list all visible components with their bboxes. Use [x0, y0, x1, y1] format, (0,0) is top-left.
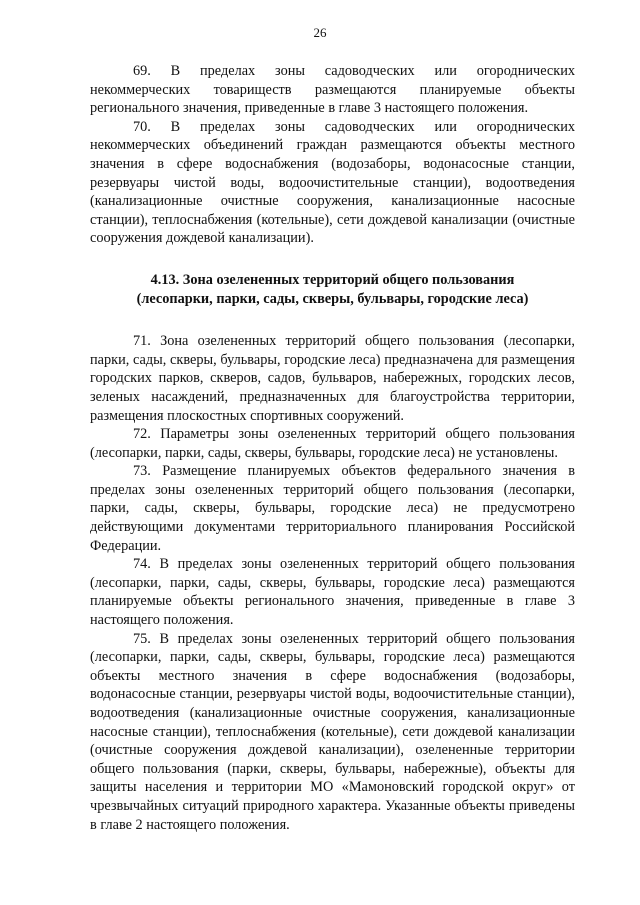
paragraph-71: 71. Зона озелененных территорий общего пользования (лесопарки, парки, сады, скверы, бульвары, городские леса) предназначена для размещения городских парков, скверов, садов, бульваров, набережных, городских лесов, зеленых насаждений, предназначенных для благоустройства территории, размещения плоскостных спортивных сооружений.	[90, 333, 575, 424]
page-number: 26	[313, 25, 327, 40]
document-body	[90, 62, 575, 834]
section-heading-line-2: (лесопарки, парки, сады, скверы, бульвары, городские леса)	[136, 290, 529, 307]
paragraph-75: 75. В пределах зоны озелененных территорий общего пользования (лесопарки, парки, сады, скверы, бульвары, городские леса) размещаются объекты местного значения в сфере водоснабжения (водозаборы, водонасосные станции, резервуары чистой воды, водоочистительные станции), водоотведения (канализационные очистные сооружения, канализационные насосные станции), теплоснабжения (котельные), сети дождевой канализации (очистные сооружения дождевой канализации), озелененные территории общего пользования (парки, скверы, бульвары, набережные), объекты для защиты населения и территории МО «Мамоновский городской округ» от чрезвычайных ситуаций природного характера. Указанные объекты приведены в главе 2 настоящего положения.	[90, 630, 575, 833]
paragraph-69: 69. В пределах зоны садоводческих или огороднических некоммерческих товариществ размещаются планируемые объекты регионального значения, приведенные в главе 3 настоящего положения.	[90, 63, 575, 117]
paragraph-72: 72. Параметры зоны озелененных территорий общего пользования (лесопарки, парки, сады, скверы, бульвары, городские леса) не установлены.	[90, 426, 575, 461]
section-heading-line-1: 4.13. Зона озелененных территорий общего пользования	[150, 271, 515, 288]
section-heading	[90, 271, 575, 308]
paragraph-74: 74. В пределах зоны озелененных территорий общего пользования (лесопарки, парки, сады, скверы, бульвары, городские леса) размещаются планируемые объекты регионального значения, приведенные в главе 3 настоящего положения.	[90, 556, 575, 629]
paragraph-70: 70. В пределах зоны садоводческих или огороднических некоммерческих объединений граждан размещаются объекты местного значения в сфере водоснабжения (водозаборы, водонасосные станции, резервуары чистой воды, водоочистительные станции), водоотведения (канализационные очистные сооружения, канализационные насосные станции), теплоснабжения (котельные), сети дождевой канализации (очистные сооружения дождевой канализации).	[90, 118, 575, 247]
paragraph-73: 73. Размещение планируемых объектов федерального значения в пределах зоны озелененных территорий общего пользования (лесопарки, парки, сады, скверы, бульвары, городские леса) не предусмотрено действующими документами территориального планирования Российской Федерации.	[90, 463, 575, 554]
